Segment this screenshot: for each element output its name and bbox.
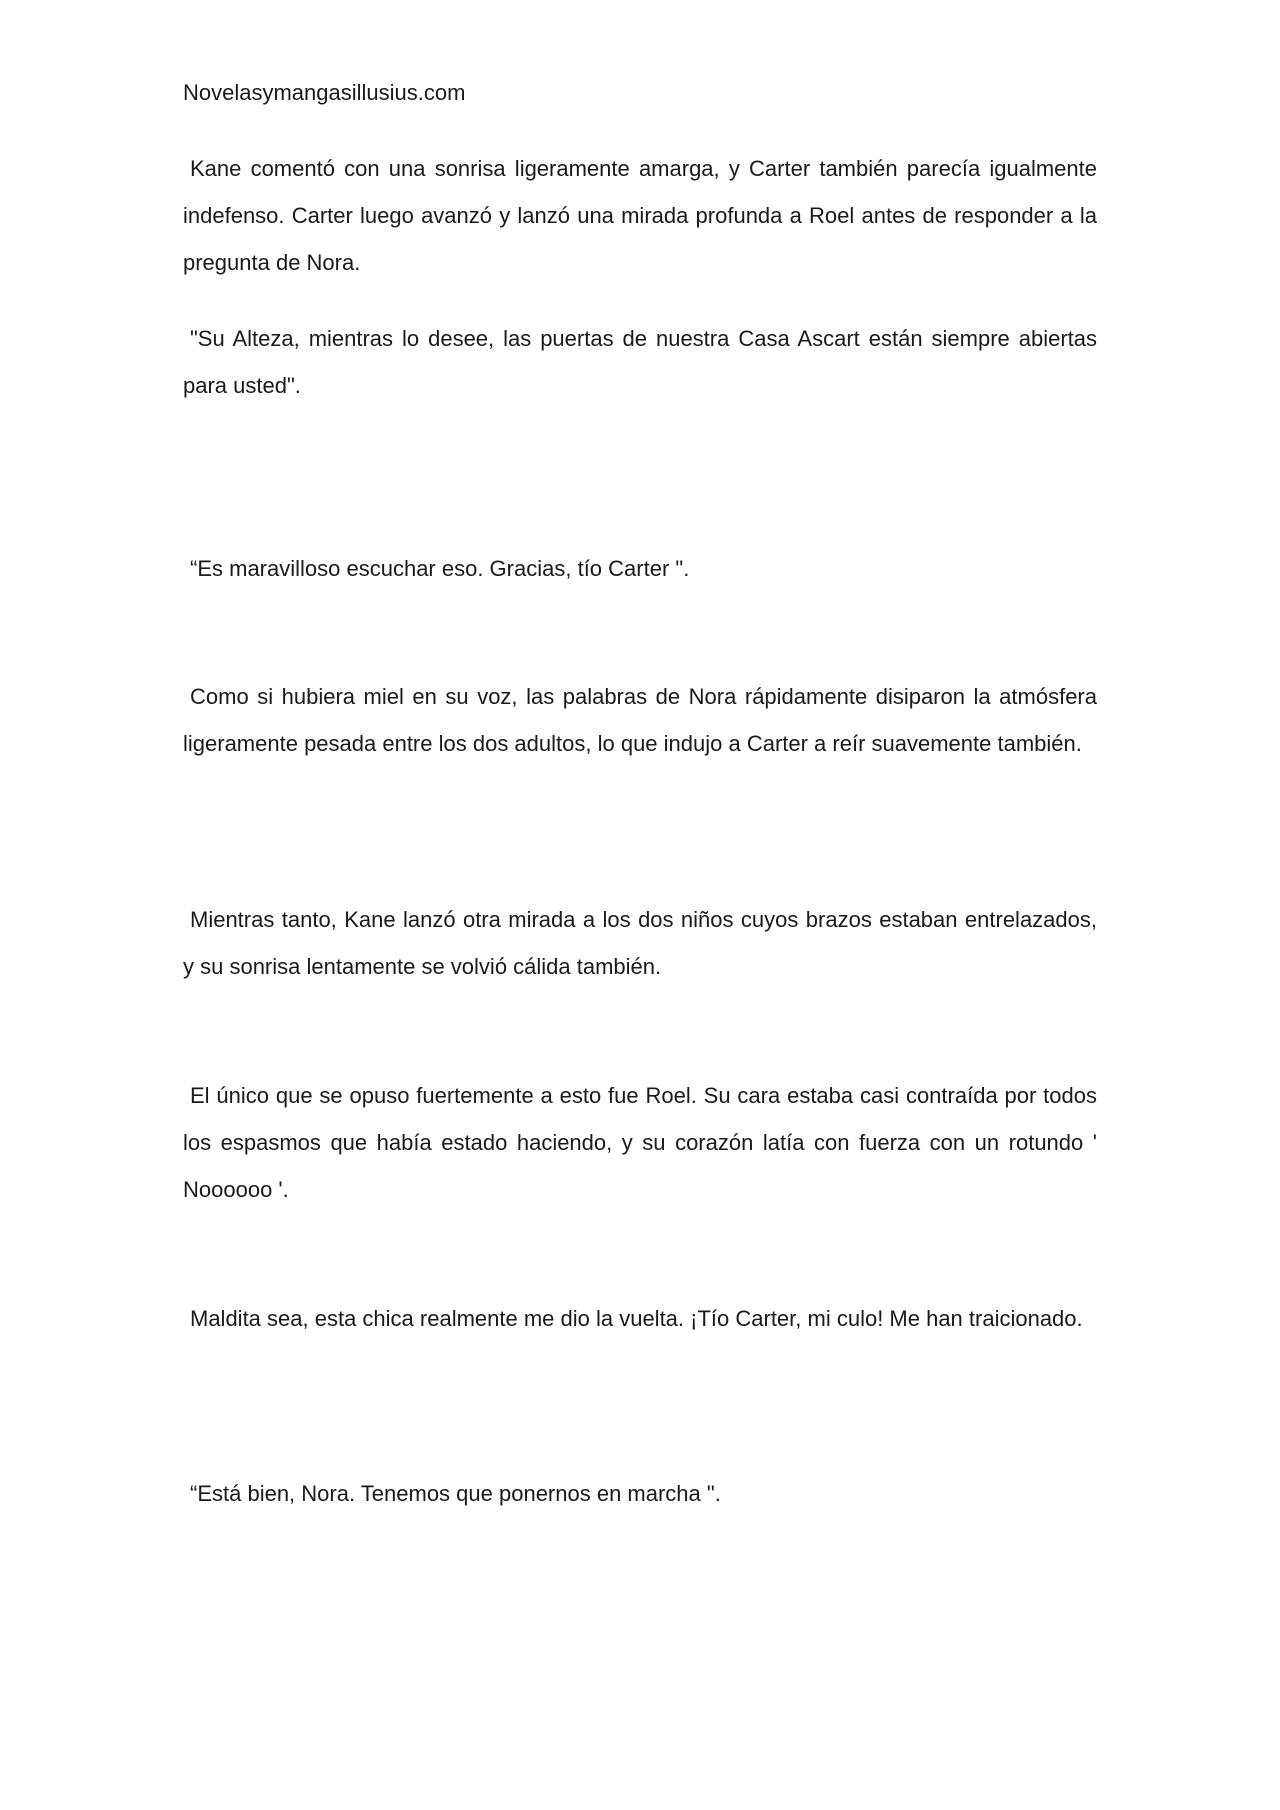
paragraph-8: “Está bien, Nora. Tenemos que ponernos en marcha ". — [190, 1481, 721, 1506]
paragraph-1: Kane comentó con una sonrisa ligeramente amarga, y Carter también parecía igualmente indefenso. Carter luego avanzó y lanzó una mirada profunda a Roel antes de responder a la pregunta de Nora. — [183, 156, 1097, 275]
paragraph-2: "Su Alteza, mientras lo desee, las puertas de nuestra Casa Ascart están siempre abiertas para usted". — [183, 326, 1097, 398]
document-page — [183, 0, 1097, 1810]
paragraph-7: Maldita sea, esta chica realmente me dio la vuelta. ¡Tío Carter, mi culo! Me han traicionado. — [190, 1306, 1083, 1331]
paragraph-5: Mientras tanto, Kane lanzó otra mirada a los dos niños cuyos brazos estaban entrelazados, y su sonrisa lentamente se volvió cálida también. — [183, 907, 1097, 979]
paragraph-4: Como si hubiera miel en su voz, las palabras de Nora rápidamente disiparon la atmósfera ligeramente pesada entre los dos adultos, lo que indujo a Carter a reír suavemente también. — [183, 684, 1097, 756]
site-header: Novelasymangasillusius.com — [183, 80, 466, 105]
paragraph-6: El único que se opuso fuertemente a esto fue Roel. Su cara estaba casi contraída por todos los espasmos que había estado haciendo, y su corazón latía con fuerza con un rotundo ' Noooooo '. — [183, 1083, 1097, 1202]
paragraph-3: “Es maravilloso escuchar eso. Gracias, tío Carter ". — [190, 556, 690, 581]
